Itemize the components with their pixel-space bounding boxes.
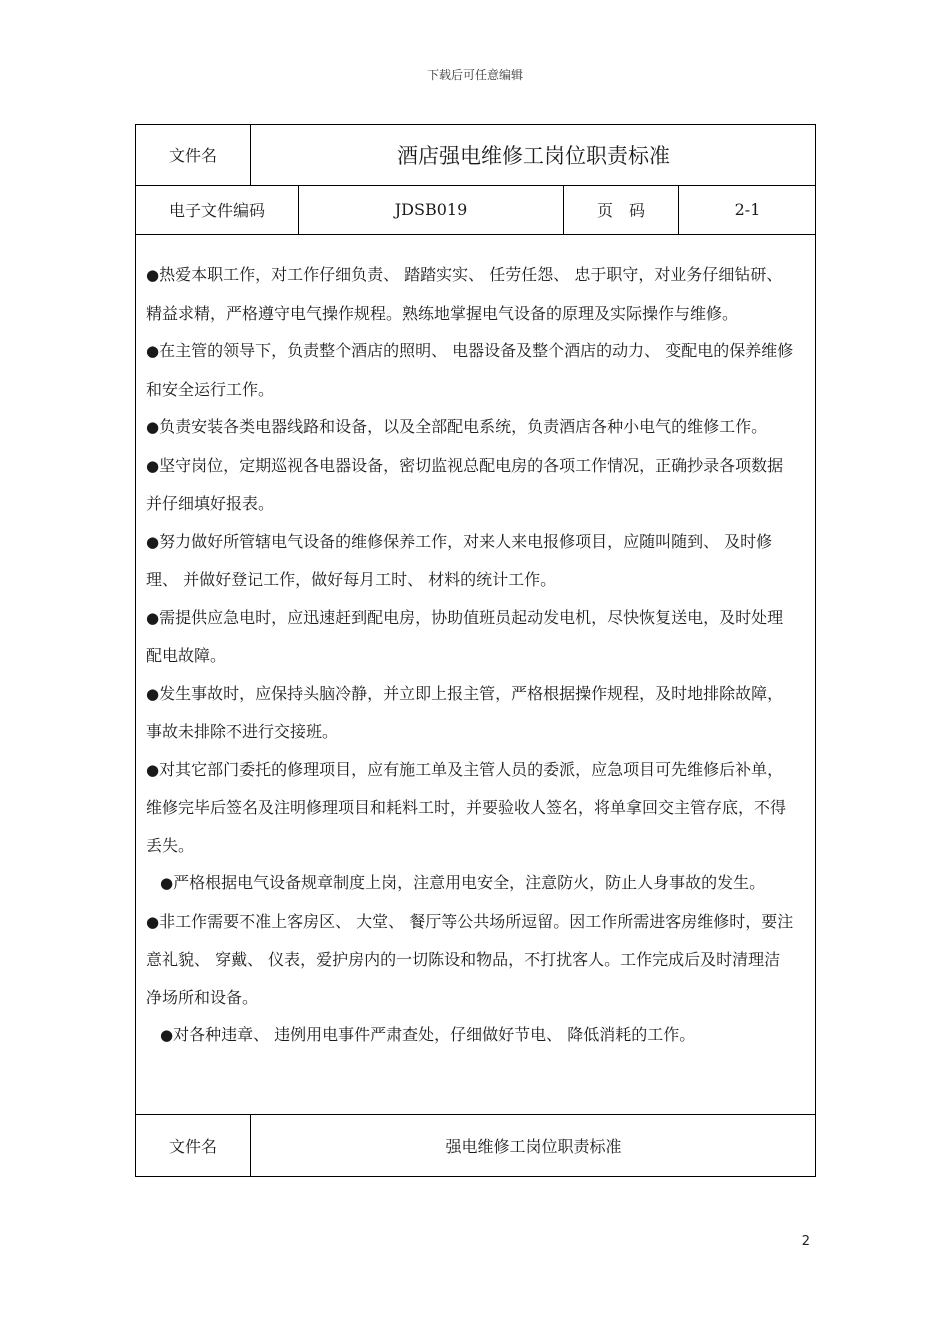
bullet-icon: ● xyxy=(146,608,160,627)
duty-item xyxy=(146,675,796,751)
file-name-label: 文件名 xyxy=(168,146,217,165)
page-number: 2 xyxy=(801,1234,810,1249)
page-label: 页 码 xyxy=(596,201,645,220)
footer-document-title: 强电维修工岗位职责标准 xyxy=(445,1137,622,1156)
duty-item xyxy=(146,599,796,675)
duty-text: 严格根据电气设备规章制度上岗，注意用电安全，注意防火，防止人身事故的发生。 xyxy=(173,873,766,892)
bullet-icon: ● xyxy=(160,1026,174,1044)
duty-text: 在主管的领导下，负责整个酒店的照明、 电器设备及整个酒店的动力、 变配电的保养维修和安全运行工作。 xyxy=(146,341,794,399)
bullet-icon: ● xyxy=(146,342,160,360)
page-value: 2-1 xyxy=(734,200,761,219)
duty-text: 非工作需要不准上客房区、 大堂、 餐厅等公共场所逗留。因工作所需进客房维修时，要注意礼貌、 穿戴、 仪表，爱护房内的一切陈设和物品，不打扰客人。工作完成后及时清理洁净场所和设备。 xyxy=(146,911,794,1007)
bullet-icon: ● xyxy=(146,418,160,436)
document-title: 酒店强电维修工岗位职责标准 xyxy=(397,143,670,168)
duty-list xyxy=(146,256,796,1055)
bullet-icon: ● xyxy=(146,456,160,475)
duty-item xyxy=(146,751,796,865)
duty-text: 需提供应急电时，应迅速赶到配电房，协助值班员起动发电机，尽快恢复送电，及时处理配电故障。 xyxy=(146,607,784,665)
bullet-icon: ● xyxy=(160,874,174,892)
row-divider xyxy=(135,234,816,235)
duty-item xyxy=(146,1016,796,1055)
duty-text: 对其它部门委托的修理项目，应有施工单及主管人员的委派，应急项目可先维修后补单，维修完毕后签名及注明修理项目和耗料工时，并要验收人签名，将单拿回交主管存底，不得丢失。 xyxy=(146,759,787,855)
duty-text: 努力做好所管辖电气设备的维修保养工作，对来人来电报修项目，应随叫随到、 及时修理、 并做好登记工作，做好每月工时、 材料的统计工作。 xyxy=(146,531,773,589)
file-code-value: JDSB019 xyxy=(394,200,468,219)
duty-text: 坚守岗位，定期巡视各电器设备，密切监视总配电房的各项工作情况，正确抄录各项数据并仔细填好报表。 xyxy=(146,455,784,513)
duty-item xyxy=(146,256,796,332)
duty-item xyxy=(146,332,796,408)
bullet-icon: ● xyxy=(146,912,160,931)
duty-text: 发生事故时，应保持头脑冷静，并立即上报主管，严格根据操作规程，及时地排除故障，事故未排除不进行交接班。 xyxy=(146,683,784,741)
bullet-icon: ● xyxy=(146,760,160,779)
duty-item xyxy=(146,864,796,903)
bullet-icon: ● xyxy=(146,532,160,551)
duty-text: 对各种违章、 违例用电事件严肃查处，仔细做好节电、 降低消耗的工作。 xyxy=(173,1025,696,1044)
duty-text: 负责安装各类电器线路和设备，以及全部配电系统，负责酒店各种小电气的维修工作。 xyxy=(159,417,768,436)
bullet-icon: ● xyxy=(146,684,160,703)
duty-item xyxy=(146,903,796,1017)
duty-item xyxy=(146,447,796,523)
header-note: 下载后可任意编辑 xyxy=(426,68,523,82)
duty-text: 热爱本职工作，对工作仔细负责、 踏踏实实、 任劳任怨、 忠于职守，对业务仔细钻研、 精益求精，严格遵守电气操作规程。熟练地掌握电气设备的原理及实际操作与维修。 xyxy=(146,265,783,323)
footer-file-name-label: 文件名 xyxy=(168,1137,217,1156)
bullet-icon: ● xyxy=(146,266,160,284)
duty-item xyxy=(146,408,796,447)
file-code-label: 电子文件编码 xyxy=(168,201,265,220)
duty-item xyxy=(146,523,796,599)
